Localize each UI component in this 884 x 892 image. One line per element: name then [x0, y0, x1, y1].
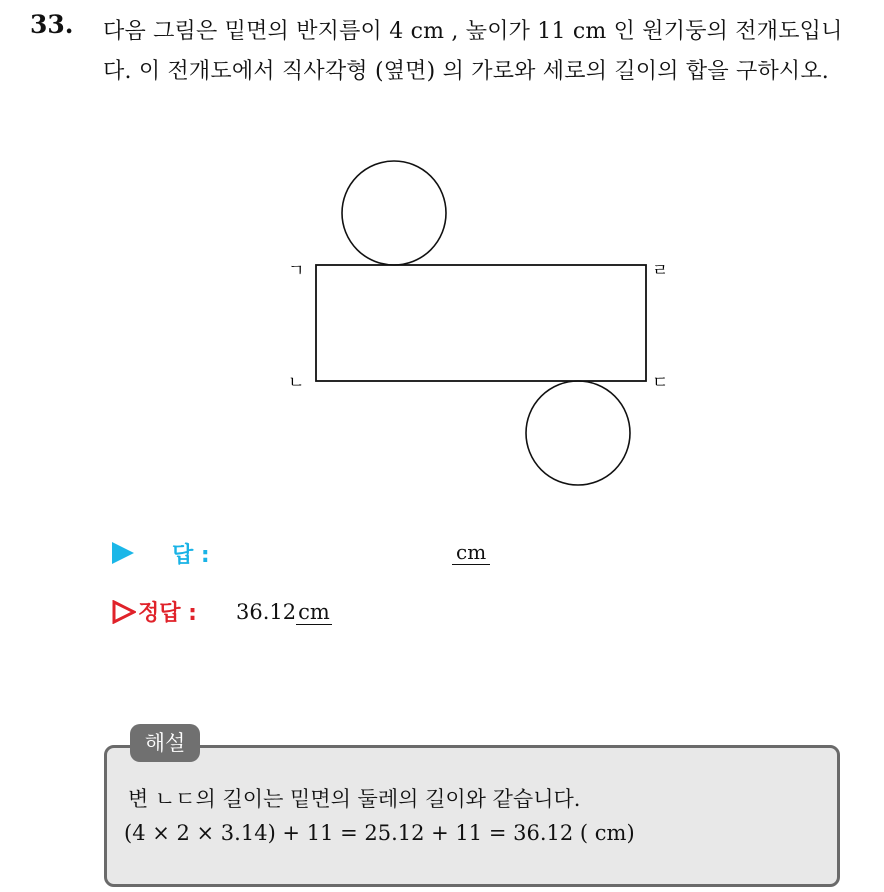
vertex-label-nieun: ㄴ — [288, 373, 305, 393]
top-base-circle — [342, 161, 446, 265]
solution-tag: 해설 — [130, 724, 200, 762]
filled-play-icon — [112, 542, 134, 564]
correct-value-number: 36.12 — [236, 600, 297, 624]
answer-row — [112, 538, 532, 568]
vertex-label-digeut: ㄷ — [652, 373, 669, 393]
answer-label: 답 : — [172, 543, 210, 568]
bottom-base-circle — [526, 381, 630, 485]
correct-answer-label: 정답 : — [138, 601, 197, 626]
vertex-label-rieul: ㄹ — [652, 261, 669, 281]
outline-play-icon — [112, 600, 136, 624]
question-text: 다음 그림은 밑면의 반지름이 4 cm , 높이가 11 cm 인 원기둥의 전개도입니다. 이 전개도에서 직사각형 (옆면) 의 가로와 세로의 길이의 합을 구하시오. — [103, 19, 843, 84]
solution-box — [104, 745, 840, 887]
correct-value-unit: cm — [298, 600, 330, 624]
correct-answer-row — [112, 596, 512, 628]
vertex-label-giyeok: ㄱ — [288, 261, 305, 281]
question-number: 33. — [30, 10, 74, 39]
side-rectangle — [316, 265, 646, 381]
solution-equation: (4 × 2 × 3.14) + 11 = 25.12 + 11 = 36.12 ( cm) — [124, 821, 635, 845]
answer-input-unit[interactable]: cm — [452, 540, 490, 565]
solution-explanation: 변 ㄴㄷ의 길이는 밑면의 둘레의 길이와 같습니다. — [128, 787, 581, 811]
correct-answer-value — [236, 600, 332, 624]
